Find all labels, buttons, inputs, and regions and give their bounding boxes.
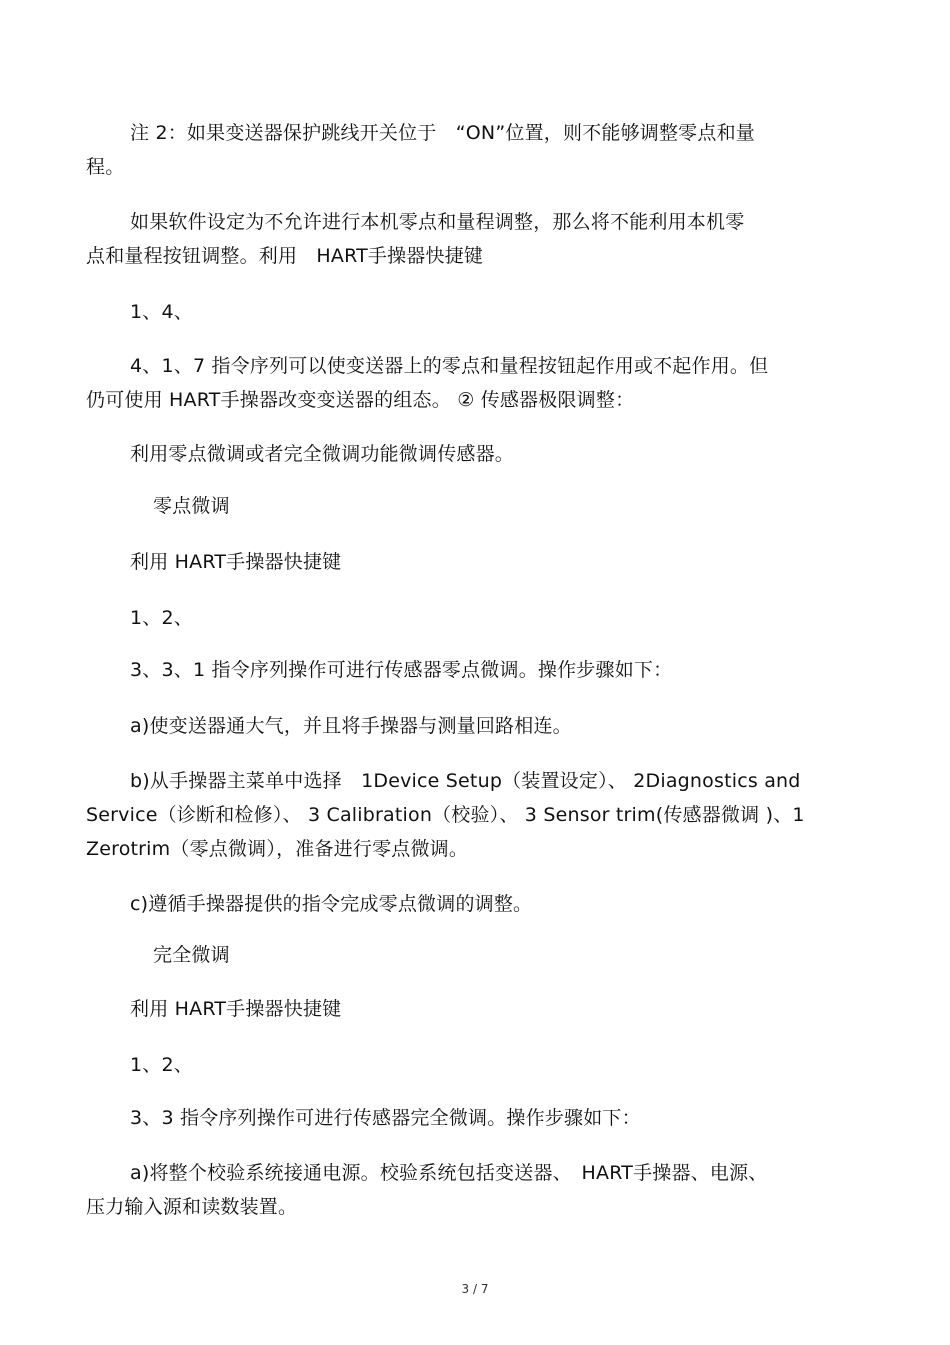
zero-trim-step-b-line-2: Service（诊断和检修）、 3 Calibration（校验）、 3 Sensor trim(传感器微调 )、1 — [86, 804, 805, 826]
full-trim-shortcut-2: 3、3 指令序列操作可进行传感器完全微调。操作步骤如下： — [130, 1107, 641, 1129]
zero-trim-step-b-line-3: Zerotrim（零点微调），准备进行零点微调。 — [86, 838, 469, 860]
zero-trim-heading: 零点微调 — [153, 495, 230, 517]
full-trim-shortcut-1: 1、2、 — [130, 1054, 193, 1076]
zero-trim-step-c: c)遵循手操器提供的指令完成零点微调的调整。 — [130, 893, 533, 915]
sequence-description-line-2: 仍可使用 HART手操器改变变送器的组态。 ② 传感器极限调整： — [86, 389, 635, 411]
sequence-description-line-1: 4、1、7 指令序列可以使变送器上的零点和量程按钮起作用或不起作用。但 — [130, 355, 769, 377]
zero-trim-step-a: a)使变送器通大气，并且将手操器与测量回路相连。 — [130, 715, 572, 737]
note-2-line-2: 程。 — [86, 156, 125, 178]
full-trim-shortcut-intro: 利用 HART手操器快捷键 — [130, 998, 342, 1020]
full-trim-step-a-line-2: 压力输入源和读数装置。 — [86, 1196, 298, 1218]
full-trim-step-a-line-1: a)将整个校验系统接通电源。校验系统包括变送器、 HART手操器、电源、 — [130, 1162, 768, 1184]
zero-trim-shortcut-1: 1、2、 — [130, 607, 193, 629]
full-trim-heading: 完全微调 — [153, 944, 230, 966]
software-setting-line-2: 点和量程按钮调整。利用 HART手操器快捷键 — [86, 245, 484, 267]
software-setting-line-1: 如果软件设定为不允许进行本机零点和量程调整，那么将不能利用本机零 — [130, 211, 745, 233]
zero-trim-step-b-line-1: b)从手操器主菜单中选择 1Device Setup（装置设定）、 2Diagnostics and — [130, 770, 801, 792]
page-number: 3 / 7 — [461, 1282, 489, 1296]
zero-trim-shortcut-intro: 利用 HART手操器快捷键 — [130, 551, 342, 573]
sensor-trim-intro: 利用零点微调或者完全微调功能微调传感器。 — [130, 443, 515, 465]
note-2-line-1: 注 2：如果变送器保护跳线开关位于 “ON”位置，则不能够调整零点和量 — [130, 122, 755, 144]
shortcut-sequence-1: 1、4、 — [130, 301, 193, 323]
zero-trim-shortcut-2: 3、3、1 指令序列操作可进行传感器零点微调。操作步骤如下： — [130, 659, 673, 681]
